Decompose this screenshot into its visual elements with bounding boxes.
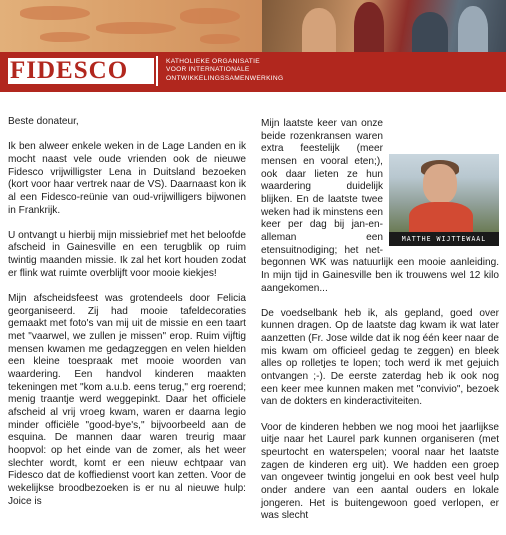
organization-tagline (166, 58, 366, 83)
tagline-line-3: ONTWIKKELINGSSAMENWERKING (166, 74, 284, 82)
tagline-line-1: KATHOLIEKE ORGANISATIE (166, 58, 260, 65)
paragraph: Ik ben alweer enkele weken in de Lage Landen en ik mocht naast vele oude vrienden ook de nieuwe Fidesco vrijwilligster Lena in Duitsland bezoeken (kort voor haar vertrek naar de VS). Daarnaast kon ik al een Fidesco-reünie van oud-vrijwilligers bijwonen in Frankrijk. (8, 141, 246, 216)
header-banner (0, 0, 506, 92)
paragraph (261, 118, 499, 295)
paragraph: Voor de kinderen hebben we nog mooi het jaarlijkse uitje naar het Laurel park kunnen organiseren (met speurtocht en waterspelen; vooral naar het laatste zagen de kinderen erg uit). We hadden een groep van ongeveer twintig jongelui en ook best veel hulp onder andere van een aantal ouders en lokale jongeren. Het is buitengewoon goed verlopen, er was slecht (261, 421, 499, 522)
paragraph: De voedselbank heb ik, als gepland, goed over kunnen dragen. Op de laatste dag kwam ik wat later aanzetten (Fr. Jose wilde dat ik nog één keer naar de mis kwam om officieel gedag te zeggen) en bleek alles op rolletjes te lopen; toch werd ik met gejuich ontvangen ;-). De eerste zaterdag heb ik ook nog een keer mee kunnen maken met "convivio", bezoek van de dokters en kinderactiviteiten. (261, 307, 499, 408)
logo-divider (156, 56, 158, 86)
paragraph-text: Mijn laatste keer van onze beide rozenkransen waren extra feestelijk (meer mensen en vooral eten;), ook daar lieten ze hun waardering duidelijk blijken. En de laatste twee weken had ik minstens een keer per dag bij jan-en-alleman een etensuitnodiging; het net-begonnen WK was natuurlijk een mooie aanleiding. In mijn tijd in Gainesville ben ik trouwens wel 12 kilo aangekomen... (261, 118, 499, 294)
letter-greeting: Beste donateur, (8, 116, 79, 127)
map-decoration (0, 0, 265, 52)
portrait-image (389, 154, 499, 232)
letter-column-right (261, 118, 499, 535)
photo-caption: MATTHE WIJTTEWAAL (389, 232, 499, 246)
fidesco-logo: FIDESCO (10, 57, 129, 84)
tagline-line-2: VOOR INTERNATIONALE (166, 66, 250, 74)
paragraph: Mijn afscheidsfeest was grotendeels door Felicia georganiseerd. Zij had mooie tafeldecoraties gemaakt met foto's van mij uit de missie en een taart met "vaarwel, we zullen je missen" erop. Ruim vijftig mensen kwamen me gedagzeggen en velen hielden een kleine toespraak met mooie woorden van waardering. Een handvol kinderen maakten tekeningen met "kom a.u.b. eens terug," erg roerend; menig traantje werd weggepinkt. Daar het officiele afscheid al vrij vroeg kwam, waren er daarna legio minder officiële "good-bye's," bijvoorbeeld aan de esquina. De mannen daar waren treurig maar hoopvol: op het einde van de zomer, als het weer slechter wordt, komt er een nieuw echtpaar van Fidesco dat de koffiedienst voort kan zetten. Voor de wekelijkse broodbezoeken is er nu al nieuwe hulp: Joice is (8, 293, 246, 507)
paragraph: U ontvangt u hierbij mijn missiebrief met het beloofde afscheid in Gainesville en een terugblik op ruim twintig maanden missie. Ik zal het kort houden zodat er flink wat ruimte overblijft voor mooie kiekjes! (8, 229, 246, 279)
volunteer-photo (389, 154, 499, 246)
header-photo (262, 0, 506, 52)
letter-column-left (8, 116, 246, 521)
